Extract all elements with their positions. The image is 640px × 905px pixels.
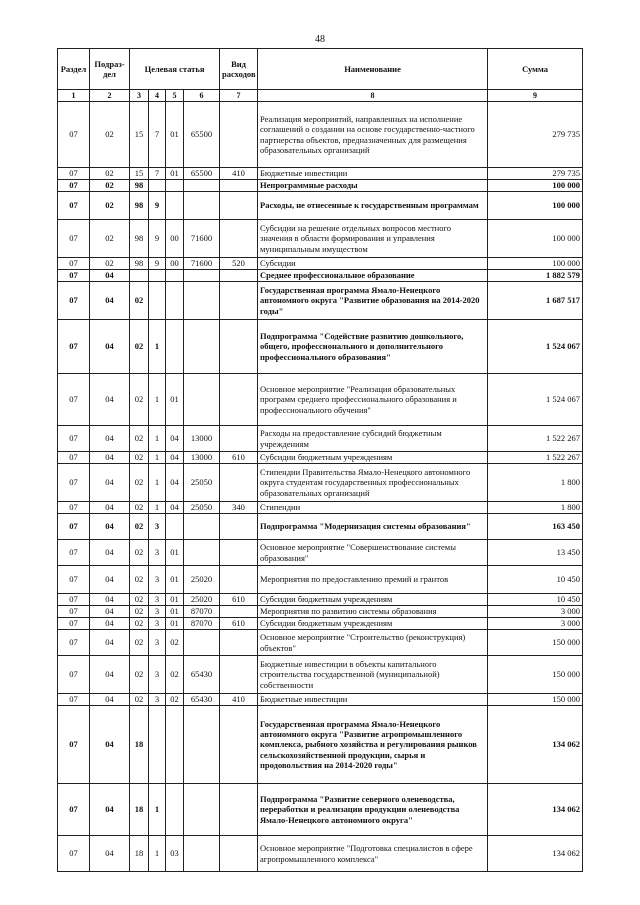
cell-target-3: 01 <box>166 566 184 594</box>
cell-sum: 134 062 <box>488 836 583 872</box>
cell-vid <box>220 102 258 168</box>
cell-target-1: 02 <box>130 594 149 606</box>
cell-vid: 410 <box>220 168 258 180</box>
cell-razdel: 07 <box>58 566 90 594</box>
cell-sum: 100 000 <box>488 192 583 220</box>
cell-sum: 279 735 <box>488 168 583 180</box>
cell-target-3: 03 <box>166 836 184 872</box>
cell-podrazdel: 04 <box>90 540 130 566</box>
cell-target-4: 25020 <box>184 566 220 594</box>
cell-vid <box>220 192 258 220</box>
table-row <box>58 594 583 606</box>
cell-razdel: 07 <box>58 168 90 180</box>
cell-podrazdel: 04 <box>90 320 130 374</box>
cell-target-3 <box>166 784 184 836</box>
col-number: 3 <box>130 90 149 102</box>
cell-podrazdel: 04 <box>90 656 130 694</box>
cell-sum: 10 450 <box>488 566 583 594</box>
cell-target-1: 02 <box>130 630 149 656</box>
cell-target-4 <box>184 282 220 320</box>
cell-target-4: 65430 <box>184 656 220 694</box>
table-row <box>58 270 583 282</box>
cell-target-1: 02 <box>130 606 149 618</box>
cell-name: Подпрограмма "Развитие северного оленеводства, переработки и реализации продукции оленеводства Ямало-Ненецкого автономного округа" <box>258 784 488 836</box>
cell-sum: 134 062 <box>488 706 583 784</box>
cell-podrazdel: 04 <box>90 464 130 502</box>
cell-target-4 <box>184 320 220 374</box>
cell-vid <box>220 374 258 426</box>
cell-target-1: 02 <box>130 540 149 566</box>
cell-name: Бюджетные инвестиции <box>258 168 488 180</box>
table-row <box>58 180 583 192</box>
cell-name: Стипендии <box>258 502 488 514</box>
cell-target-4: 13000 <box>184 426 220 452</box>
cell-target-1: 98 <box>130 180 149 192</box>
table-row <box>58 464 583 502</box>
cell-sum: 100 000 <box>488 220 583 258</box>
cell-vid <box>220 836 258 872</box>
cell-target-4: 87070 <box>184 606 220 618</box>
cell-razdel: 07 <box>58 618 90 630</box>
cell-razdel: 07 <box>58 836 90 872</box>
cell-sum: 3 000 <box>488 606 583 618</box>
cell-target-1: 02 <box>130 502 149 514</box>
cell-target-1: 02 <box>130 464 149 502</box>
cell-podrazdel: 04 <box>90 784 130 836</box>
cell-razdel: 07 <box>58 374 90 426</box>
cell-target-3 <box>166 192 184 220</box>
cell-target-3: 01 <box>166 102 184 168</box>
cell-name: Непрограммные расходы <box>258 180 488 192</box>
cell-target-3: 01 <box>166 606 184 618</box>
cell-target-2: 9 <box>149 192 166 220</box>
cell-target-1: 18 <box>130 706 149 784</box>
cell-vid <box>220 566 258 594</box>
cell-target-3 <box>166 282 184 320</box>
cell-podrazdel: 04 <box>90 606 130 618</box>
cell-razdel: 07 <box>58 514 90 540</box>
col-number: 6 <box>184 90 220 102</box>
cell-target-2: 3 <box>149 618 166 630</box>
cell-podrazdel: 04 <box>90 426 130 452</box>
cell-podrazdel: 02 <box>90 180 130 192</box>
cell-sum: 150 000 <box>488 630 583 656</box>
cell-target-1: 98 <box>130 220 149 258</box>
cell-target-3 <box>166 270 184 282</box>
table-row <box>58 502 583 514</box>
cell-name: Бюджетные инвестиции в объекты капитального строительства государственной (муниципальной) собственности <box>258 656 488 694</box>
cell-target-3: 00 <box>166 258 184 270</box>
cell-razdel: 07 <box>58 192 90 220</box>
cell-vid <box>220 320 258 374</box>
cell-sum: 3 000 <box>488 618 583 630</box>
cell-razdel: 07 <box>58 630 90 656</box>
table-row <box>58 836 583 872</box>
cell-target-2 <box>149 270 166 282</box>
cell-target-2: 3 <box>149 694 166 706</box>
header-razdel: Раздел <box>58 49 90 90</box>
cell-target-1: 98 <box>130 192 149 220</box>
cell-target-4: 65500 <box>184 102 220 168</box>
cell-target-3: 02 <box>166 630 184 656</box>
cell-target-3 <box>166 320 184 374</box>
cell-podrazdel: 04 <box>90 282 130 320</box>
cell-target-2: 9 <box>149 258 166 270</box>
cell-target-1: 98 <box>130 258 149 270</box>
cell-target-3: 00 <box>166 220 184 258</box>
page-number: 48 <box>315 34 325 45</box>
cell-target-4: 71600 <box>184 258 220 270</box>
cell-target-4 <box>184 784 220 836</box>
header-name: Наименование <box>258 49 488 90</box>
cell-target-1: 18 <box>130 784 149 836</box>
cell-vid <box>220 270 258 282</box>
col-number: 5 <box>166 90 184 102</box>
cell-name: Субсидии бюджетным учреждениям <box>258 594 488 606</box>
cell-target-2: 3 <box>149 540 166 566</box>
cell-name: Мероприятия по предоставлению премий и грантов <box>258 566 488 594</box>
cell-razdel: 07 <box>58 452 90 464</box>
cell-sum: 1 687 517 <box>488 282 583 320</box>
col-number: 9 <box>488 90 583 102</box>
cell-target-1: 02 <box>130 452 149 464</box>
table-row <box>58 566 583 594</box>
cell-target-2: 1 <box>149 374 166 426</box>
table-row <box>58 784 583 836</box>
cell-target-2: 3 <box>149 606 166 618</box>
cell-target-1: 02 <box>130 514 149 540</box>
cell-razdel: 07 <box>58 258 90 270</box>
cell-target-1: 02 <box>130 320 149 374</box>
cell-podrazdel: 04 <box>90 694 130 706</box>
cell-sum: 100 000 <box>488 258 583 270</box>
cell-podrazdel: 04 <box>90 502 130 514</box>
cell-razdel: 07 <box>58 426 90 452</box>
table-row <box>58 320 583 374</box>
column-number-row <box>58 90 583 102</box>
cell-razdel: 07 <box>58 694 90 706</box>
cell-podrazdel: 04 <box>90 452 130 464</box>
cell-sum: 1 522 267 <box>488 452 583 464</box>
cell-vid <box>220 426 258 452</box>
cell-podrazdel: 04 <box>90 706 130 784</box>
cell-vid <box>220 180 258 192</box>
cell-name: Основное мероприятие "Подготовка специалистов в сфере агропромышленного комплекса" <box>258 836 488 872</box>
cell-name: Субсидии <box>258 258 488 270</box>
cell-razdel: 07 <box>58 606 90 618</box>
cell-target-3: 01 <box>166 168 184 180</box>
cell-razdel: 07 <box>58 502 90 514</box>
cell-target-4 <box>184 514 220 540</box>
cell-sum: 163 450 <box>488 514 583 540</box>
cell-target-1: 02 <box>130 426 149 452</box>
cell-sum: 134 062 <box>488 784 583 836</box>
cell-target-2: 1 <box>149 452 166 464</box>
cell-sum: 1 524 067 <box>488 374 583 426</box>
cell-target-4: 87070 <box>184 618 220 630</box>
table-row <box>58 220 583 258</box>
col-number: 1 <box>58 90 90 102</box>
cell-name: Субсидии бюджетным учреждениям <box>258 618 488 630</box>
cell-target-2: 3 <box>149 594 166 606</box>
cell-target-2: 7 <box>149 168 166 180</box>
cell-vid <box>220 464 258 502</box>
cell-vid <box>220 656 258 694</box>
cell-target-1: 02 <box>130 282 149 320</box>
table-row <box>58 706 583 784</box>
cell-target-2: 1 <box>149 320 166 374</box>
col-number: 4 <box>149 90 166 102</box>
col-number: 8 <box>258 90 488 102</box>
cell-target-3: 01 <box>166 374 184 426</box>
table-row <box>58 168 583 180</box>
cell-razdel: 07 <box>58 656 90 694</box>
cell-razdel: 07 <box>58 706 90 784</box>
cell-target-3 <box>166 706 184 784</box>
table-row <box>58 258 583 270</box>
cell-podrazdel: 04 <box>90 270 130 282</box>
cell-sum: 1 524 067 <box>488 320 583 374</box>
cell-razdel: 07 <box>58 320 90 374</box>
cell-sum: 1 522 267 <box>488 426 583 452</box>
cell-target-3: 01 <box>166 594 184 606</box>
cell-razdel: 07 <box>58 784 90 836</box>
cell-target-3: 01 <box>166 540 184 566</box>
cell-target-1: 02 <box>130 618 149 630</box>
cell-sum: 279 735 <box>488 102 583 168</box>
cell-target-1 <box>130 270 149 282</box>
table-row <box>58 606 583 618</box>
cell-target-3: 04 <box>166 502 184 514</box>
cell-target-2: 7 <box>149 102 166 168</box>
cell-target-4: 71600 <box>184 220 220 258</box>
cell-name: Государственная программа Ямало-Ненецкого автономного округа "Развитие образования на 2014-2020 годы" <box>258 282 488 320</box>
cell-sum: 1 800 <box>488 502 583 514</box>
cell-target-2: 1 <box>149 426 166 452</box>
cell-target-4: 25020 <box>184 594 220 606</box>
cell-target-1: 02 <box>130 374 149 426</box>
cell-sum: 150 000 <box>488 656 583 694</box>
cell-vid <box>220 540 258 566</box>
cell-vid: 610 <box>220 618 258 630</box>
cell-razdel: 07 <box>58 282 90 320</box>
header-podrazdel: Подраз-дел <box>90 49 130 90</box>
cell-name: Мероприятия по развитию системы образования <box>258 606 488 618</box>
cell-sum: 100 000 <box>488 180 583 192</box>
cell-target-4: 65430 <box>184 694 220 706</box>
cell-target-3 <box>166 514 184 540</box>
cell-target-2: 3 <box>149 566 166 594</box>
cell-podrazdel: 04 <box>90 374 130 426</box>
cell-sum: 150 000 <box>488 694 583 706</box>
cell-target-4 <box>184 192 220 220</box>
cell-target-1: 02 <box>130 566 149 594</box>
header-target: Целевая статья <box>130 49 220 90</box>
table-row <box>58 282 583 320</box>
cell-target-2: 9 <box>149 220 166 258</box>
cell-podrazdel: 02 <box>90 258 130 270</box>
table-row <box>58 192 583 220</box>
cell-sum: 1 800 <box>488 464 583 502</box>
cell-podrazdel: 04 <box>90 836 130 872</box>
table-row <box>58 694 583 706</box>
cell-target-3: 01 <box>166 618 184 630</box>
cell-target-2: 1 <box>149 502 166 514</box>
cell-target-4 <box>184 836 220 872</box>
cell-target-3: 04 <box>166 452 184 464</box>
cell-name: Бюджетные инвестиции <box>258 694 488 706</box>
table-row <box>58 452 583 464</box>
cell-name: Среднее профессиональное образование <box>258 270 488 282</box>
cell-vid <box>220 630 258 656</box>
cell-vid <box>220 784 258 836</box>
cell-name: Расходы на предоставление субсидий бюджетным учреждениям <box>258 426 488 452</box>
cell-vid <box>220 514 258 540</box>
header-vid: Вид расходов <box>220 49 258 90</box>
cell-target-4 <box>184 374 220 426</box>
cell-name: Основное мероприятие "Совершенствование системы образования" <box>258 540 488 566</box>
cell-podrazdel: 02 <box>90 192 130 220</box>
cell-name: Государственная программа Ямало-Ненецкого автономного округа "Развитие агропромышленного комплекса, рыбного хозяйства и регулирования рынков сельскохозяйственной продукции, сырья и продовольствия на 2014-2020 годы" <box>258 706 488 784</box>
cell-name: Субсидии бюджетным учреждениям <box>258 452 488 464</box>
cell-name: Реализация мероприятий, направленных на исполнение соглашений о создании на основе государственно-частного партнерства объектов, предназначенных для размещения образовательных организаций <box>258 102 488 168</box>
cell-target-4 <box>184 706 220 784</box>
cell-target-2: 3 <box>149 630 166 656</box>
cell-vid <box>220 606 258 618</box>
cell-vid: 340 <box>220 502 258 514</box>
cell-name: Основное мероприятие "Строительство (реконструкция) объектов" <box>258 630 488 656</box>
table-row <box>58 102 583 168</box>
table-row <box>58 514 583 540</box>
cell-vid <box>220 220 258 258</box>
col-number: 7 <box>220 90 258 102</box>
cell-podrazdel: 02 <box>90 102 130 168</box>
cell-vid: 520 <box>220 258 258 270</box>
header-sum: Сумма <box>488 49 583 90</box>
table-row <box>58 656 583 694</box>
table-row <box>58 618 583 630</box>
cell-target-3: 02 <box>166 694 184 706</box>
cell-razdel: 07 <box>58 270 90 282</box>
cell-target-2 <box>149 706 166 784</box>
cell-target-4 <box>184 180 220 192</box>
cell-name: Стипендии Правительства Ямало-Ненецкого автономного округа студентам государственных профессиональных образовательных организаций <box>258 464 488 502</box>
cell-target-1: 02 <box>130 656 149 694</box>
cell-target-3 <box>166 180 184 192</box>
cell-vid: 610 <box>220 452 258 464</box>
cell-sum: 10 450 <box>488 594 583 606</box>
cell-target-1: 15 <box>130 102 149 168</box>
cell-target-4: 25050 <box>184 464 220 502</box>
cell-target-1: 18 <box>130 836 149 872</box>
cell-target-4: 65500 <box>184 168 220 180</box>
cell-name: Основное мероприятие "Реализация образовательных программ среднего профессионального образования и профессионального обучения" <box>258 374 488 426</box>
budget-table <box>57 48 583 872</box>
cell-target-2: 1 <box>149 784 166 836</box>
cell-razdel: 07 <box>58 220 90 258</box>
cell-razdel: 07 <box>58 464 90 502</box>
cell-target-3: 02 <box>166 656 184 694</box>
table-row <box>58 426 583 452</box>
cell-vid <box>220 706 258 784</box>
cell-target-4: 13000 <box>184 452 220 464</box>
cell-vid: 410 <box>220 694 258 706</box>
cell-razdel: 07 <box>58 180 90 192</box>
cell-podrazdel: 04 <box>90 566 130 594</box>
cell-target-2: 3 <box>149 514 166 540</box>
table-header-row <box>58 49 583 90</box>
cell-podrazdel: 04 <box>90 630 130 656</box>
cell-razdel: 07 <box>58 594 90 606</box>
cell-target-2: 3 <box>149 656 166 694</box>
cell-name: Подпрограмма "Модернизация системы образования" <box>258 514 488 540</box>
cell-target-2: 1 <box>149 464 166 502</box>
table-row <box>58 630 583 656</box>
cell-podrazdel: 02 <box>90 168 130 180</box>
table-row <box>58 374 583 426</box>
cell-target-1: 02 <box>130 694 149 706</box>
table-row <box>58 540 583 566</box>
cell-podrazdel: 04 <box>90 594 130 606</box>
cell-target-2: 1 <box>149 836 166 872</box>
cell-target-4 <box>184 540 220 566</box>
cell-target-4 <box>184 270 220 282</box>
cell-podrazdel: 04 <box>90 618 130 630</box>
cell-target-3: 04 <box>166 464 184 502</box>
cell-sum: 1 882 579 <box>488 270 583 282</box>
col-number: 2 <box>90 90 130 102</box>
cell-target-1: 15 <box>130 168 149 180</box>
cell-name: Расходы, не отнесенные к государственным программам <box>258 192 488 220</box>
cell-name: Субсидии на решение отдельных вопросов местного значения в области формирования и управления муниципальным имуществом <box>258 220 488 258</box>
cell-target-2 <box>149 180 166 192</box>
cell-target-2 <box>149 282 166 320</box>
cell-razdel: 07 <box>58 102 90 168</box>
cell-target-4 <box>184 630 220 656</box>
table-body <box>58 102 583 872</box>
cell-vid: 610 <box>220 594 258 606</box>
cell-podrazdel: 02 <box>90 220 130 258</box>
cell-name: Подпрограмма "Содействие развитию дошкольного, общего, профессионального и дополнительного профессионального образования" <box>258 320 488 374</box>
cell-podrazdel: 04 <box>90 514 130 540</box>
cell-target-3: 04 <box>166 426 184 452</box>
cell-razdel: 07 <box>58 540 90 566</box>
cell-vid <box>220 282 258 320</box>
cell-sum: 13 450 <box>488 540 583 566</box>
cell-target-4: 25050 <box>184 502 220 514</box>
